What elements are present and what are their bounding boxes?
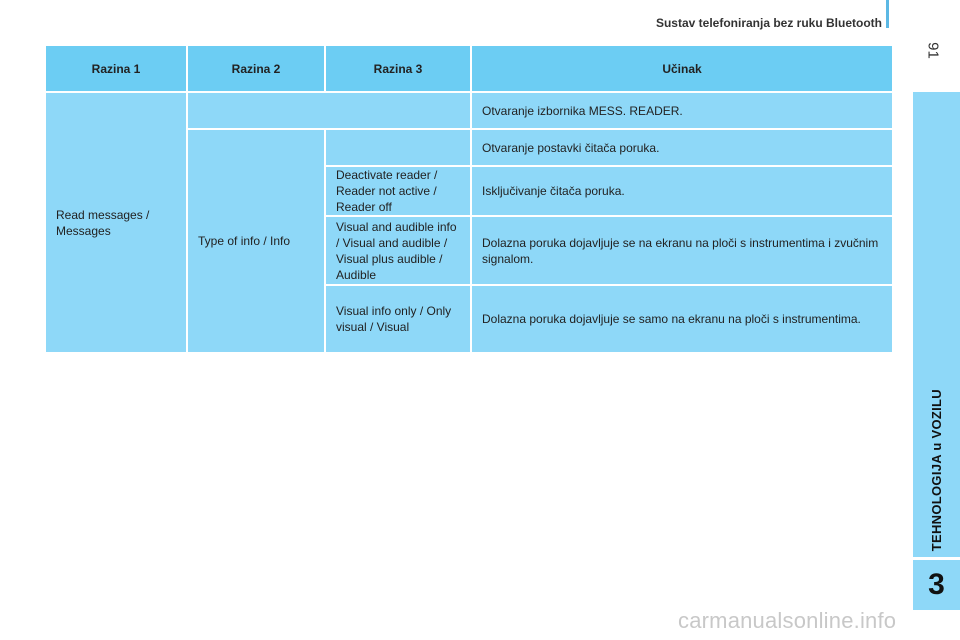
header-level-1: Razina 1 bbox=[45, 45, 187, 92]
empty-cell bbox=[325, 129, 471, 166]
header-level-3: Razina 3 bbox=[325, 45, 471, 92]
chapter-side-tab-label bbox=[913, 92, 960, 557]
level3-cell: Visual and audible info / Visual and audible / Visual plus audible / Audible bbox=[325, 216, 471, 285]
chapter-number-box bbox=[913, 560, 960, 610]
effect-cell: Dolazna poruka dojavljuje se na ekranu na ploči s instrumentima i zvučnim signalom. bbox=[471, 216, 893, 285]
empty-cell bbox=[187, 92, 471, 129]
watermark: carmanualsonline.info bbox=[678, 608, 897, 633]
level3-cell: Visual info only / Only visual / Visual bbox=[325, 285, 471, 353]
header-rule bbox=[886, 0, 889, 28]
effect-cell: Otvaranje izbornika MESS. READER. bbox=[471, 92, 893, 129]
level2-cell: Type of info / Info bbox=[187, 129, 325, 353]
level3-cell: Deactivate reader / Reader not active / Reader off bbox=[325, 166, 471, 216]
header-effect: Učinak bbox=[471, 45, 893, 92]
chapter-title: TEHNOLOGIJA u VOZILU bbox=[929, 388, 944, 551]
menu-table bbox=[44, 44, 894, 354]
table-header-row bbox=[45, 45, 893, 92]
effect-cell: Otvaranje postavki čitača poruka. bbox=[471, 129, 893, 166]
table-row bbox=[45, 92, 893, 129]
effect-cell: Dolazna poruka dojavljuje se samo na ekranu na ploči s instrumentima. bbox=[471, 285, 893, 353]
header-level-2: Razina 2 bbox=[187, 45, 325, 92]
page-number: 91 bbox=[924, 42, 942, 59]
level1-cell: Read messages / Messages bbox=[45, 92, 187, 353]
effect-cell: Isključivanje čitača poruka. bbox=[471, 166, 893, 216]
page-header-title: Sustav telefoniranja bez ruku Bluetooth bbox=[655, 16, 882, 30]
chapter-number: 3 bbox=[928, 568, 945, 601]
